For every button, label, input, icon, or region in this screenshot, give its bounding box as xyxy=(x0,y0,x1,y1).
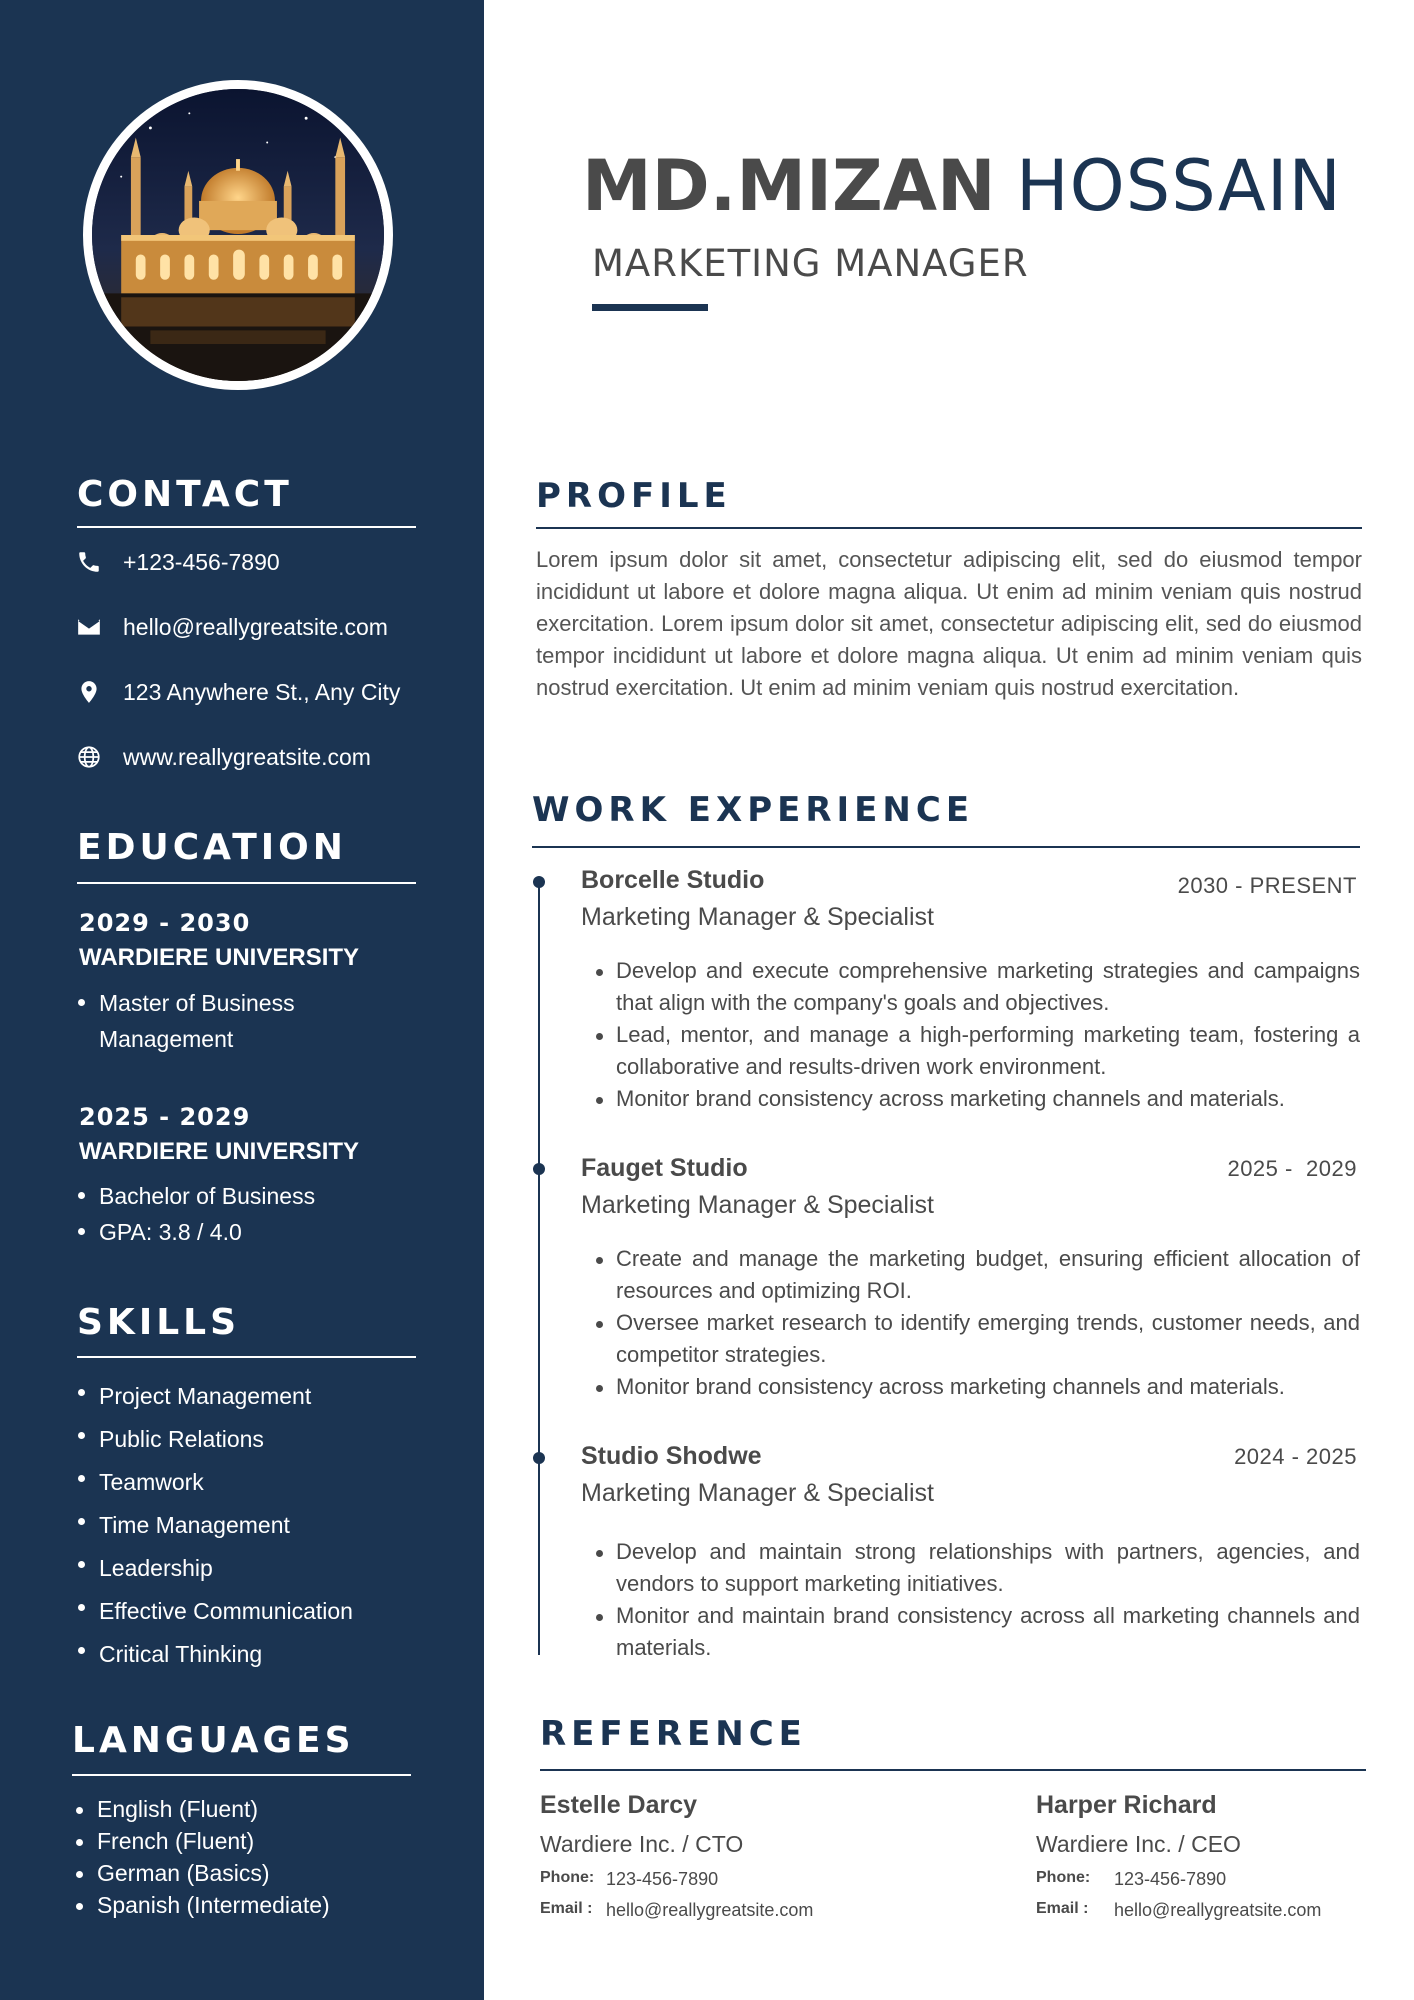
reference-1-name: Estelle Darcy xyxy=(540,1791,698,1819)
skill-item: Effective Communication xyxy=(78,1590,353,1633)
contact-address xyxy=(75,678,400,706)
title-accent-bar xyxy=(592,304,708,311)
education-2-details xyxy=(78,1178,315,1250)
list-item: Bachelor of Business xyxy=(78,1178,315,1214)
phone-label: Phone: xyxy=(540,1869,595,1886)
job-2-duties xyxy=(596,1243,1360,1403)
list-item: Oversee market research to identify emerging trends, customer needs, and competitor strategies. xyxy=(596,1307,1360,1371)
reference-2-name: Harper Richard xyxy=(1036,1791,1217,1819)
job-1-role: Marketing Manager & Specialist xyxy=(581,903,934,931)
job-3-duties xyxy=(596,1536,1360,1664)
education-1-years: 2029 - 2030 xyxy=(79,909,251,937)
contact-heading: CONTACT xyxy=(77,474,293,515)
reference-1-company: Wardiere Inc. / CTO xyxy=(540,1831,744,1857)
contact-address-text: 123 Anywhere St., Any City xyxy=(123,678,401,705)
skill-item: Time Management xyxy=(78,1504,353,1547)
timeline-dot xyxy=(533,1163,545,1175)
profile-text: Lorem ipsum dolor sit amet, consectetur adipiscing elit, sed do eiusmod tempor incididunt ut labore et dolore magna aliqua. Ut enim ad minim veniam quis nostrud exercitation. Lorem ipsum dolor sit amet, consectetur adipiscing elit, sed do eiusmod tempor incididunt ut labore et dolore magna aliqua. Ut enim ad minim veniam quis nostrud exercitation. Ut enim ad minim veniam quis nostrud exercitation. xyxy=(536,547,1362,700)
job-1-duties xyxy=(596,955,1360,1115)
contact-website[interactable] xyxy=(75,743,371,771)
education-2-school: WARDIERE UNIVERSITY xyxy=(79,1138,360,1165)
list-item: Lead, mentor, and manage a high-performing marketing team, fostering a collaborative and results-driven work environment. xyxy=(596,1019,1360,1083)
list-item: Master of Business Management xyxy=(78,985,338,1057)
language-item: Spanish (Intermediate) xyxy=(76,1889,330,1921)
list-item: Monitor brand consistency across marketing channels and materials. xyxy=(596,1371,1360,1403)
contact-email[interactable] xyxy=(75,613,388,641)
skills-heading: SKILLS xyxy=(77,1302,241,1343)
job-3-role: Marketing Manager & Specialist xyxy=(581,1479,934,1507)
languages-divider xyxy=(72,1774,411,1776)
email-icon xyxy=(75,613,103,641)
reference-2-company: Wardiere Inc. / CEO xyxy=(1036,1831,1241,1857)
job-1-dates: 2030 - PRESENT xyxy=(1177,873,1357,898)
mosque-image xyxy=(92,89,384,381)
language-item: French (Fluent) xyxy=(76,1825,330,1857)
contact-email-text: hello@reallygreatsite.com xyxy=(123,613,388,640)
languages-list xyxy=(76,1793,330,1921)
location-icon xyxy=(75,678,103,706)
reference-1-phone xyxy=(540,1869,718,1890)
education-1-details xyxy=(78,985,338,1057)
job-2-role: Marketing Manager & Specialist xyxy=(581,1191,934,1219)
profile-divider xyxy=(536,527,1362,529)
list-item: Monitor and maintain brand consistency across all marketing channels and materials. xyxy=(596,1600,1360,1664)
globe-icon xyxy=(75,743,103,771)
email-label: Email : xyxy=(1036,1900,1089,1917)
last-name: HOSSAIN xyxy=(1016,145,1342,227)
list-item: GPA: 3.8 / 4.0 xyxy=(78,1214,315,1250)
profile-photo xyxy=(83,80,393,390)
education-heading: EDUCATION xyxy=(77,827,347,868)
reference-1-email-value: hello@reallygreatsite.com xyxy=(606,1900,814,1920)
reference-2-phone-value: 123-456-7890 xyxy=(1114,1869,1227,1889)
list-item: Develop and execute comprehensive marketing strategies and campaigns that align with the company's goals and objectives. xyxy=(596,955,1360,1019)
job-1-company: Borcelle Studio xyxy=(581,866,765,894)
skill-item: Project Management xyxy=(78,1375,353,1418)
work-heading: WORK EXPERIENCE xyxy=(532,790,975,830)
reference-divider xyxy=(540,1769,1366,1771)
list-item: Create and manage the marketing budget, ensuring efficient allocation of resources and optimizing ROI. xyxy=(596,1243,1360,1307)
full-name xyxy=(582,145,1342,227)
education-1-school: WARDIERE UNIVERSITY xyxy=(79,944,360,971)
phone-label: Phone: xyxy=(1036,1869,1091,1886)
job-2-dates: 2025 - 2029 xyxy=(1227,1156,1357,1181)
contact-phone-text: +123-456-7890 xyxy=(123,548,280,575)
contact-website-text: www.reallygreatsite.com xyxy=(123,743,371,770)
reference-2-email-value: hello@reallygreatsite.com xyxy=(1114,1900,1322,1920)
reference-1-email[interactable] xyxy=(540,1900,813,1921)
education-divider xyxy=(77,882,416,884)
phone-icon xyxy=(75,548,103,576)
profile-heading: PROFILE xyxy=(536,476,732,516)
skill-item: Critical Thinking xyxy=(78,1633,353,1676)
timeline-line xyxy=(538,880,540,1655)
sidebar xyxy=(0,0,484,2000)
email-label: Email : xyxy=(540,1900,593,1917)
skill-item: Leadership xyxy=(78,1547,353,1590)
first-name: MD.MIZAN xyxy=(582,145,996,227)
reference-heading: REFERENCE xyxy=(540,1714,807,1754)
reference-1-phone-value: 123-456-7890 xyxy=(606,1869,719,1889)
job-2-company: Fauget Studio xyxy=(581,1154,748,1182)
education-2-years: 2025 - 2029 xyxy=(79,1103,251,1131)
job-3-dates: 2024 - 2025 xyxy=(1234,1444,1357,1469)
list-item: Monitor brand consistency across marketing channels and materials. xyxy=(596,1083,1360,1115)
skill-item: Teamwork xyxy=(78,1461,353,1504)
language-item: German (Basics) xyxy=(76,1857,330,1889)
skills-divider xyxy=(77,1356,416,1358)
list-item: Develop and maintain strong relationships with partners, agencies, and vendors to support marketing initiatives. xyxy=(596,1536,1360,1600)
reference-2-email[interactable] xyxy=(1036,1900,1321,1921)
job-title: MARKETING MANAGER xyxy=(592,242,1029,285)
languages-heading: LANGUAGES xyxy=(72,1720,355,1761)
contact-phone[interactable] xyxy=(75,548,280,576)
skill-item: Public Relations xyxy=(78,1418,353,1461)
language-item: English (Fluent) xyxy=(76,1793,330,1825)
timeline-dot xyxy=(533,876,545,888)
work-divider xyxy=(532,846,1360,848)
contact-divider xyxy=(77,526,416,528)
timeline-dot xyxy=(533,1452,545,1464)
job-3-company: Studio Shodwe xyxy=(581,1442,762,1470)
reference-2-phone xyxy=(1036,1869,1226,1890)
skills-list xyxy=(78,1375,353,1676)
